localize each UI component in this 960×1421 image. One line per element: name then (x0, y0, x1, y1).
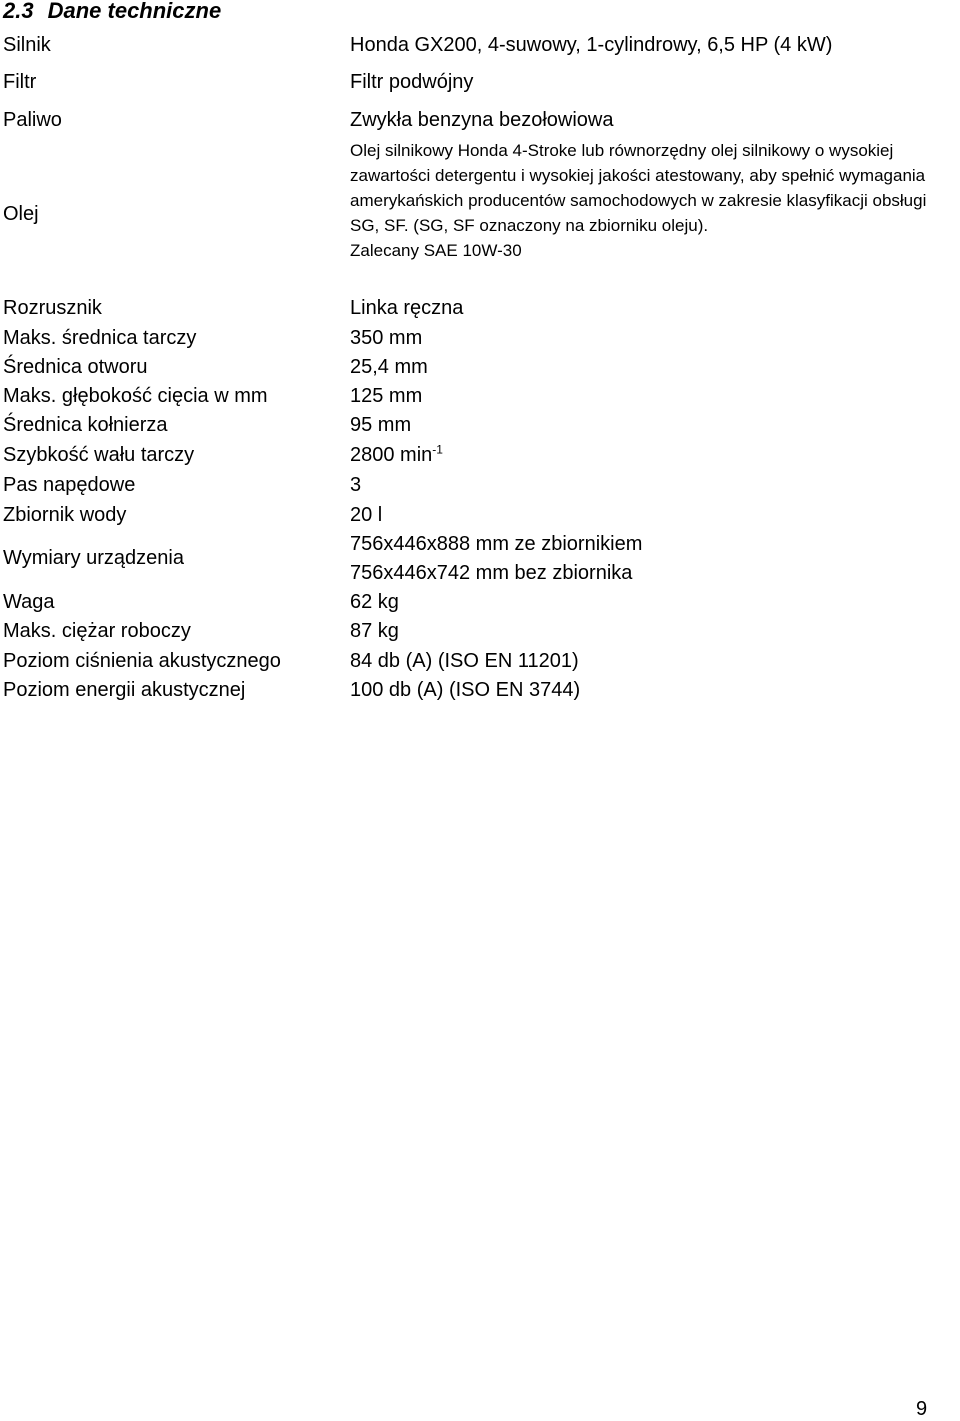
section-title: Dane techniczne (47, 0, 222, 23)
spec-value: 25,4 mm (350, 356, 428, 378)
spec-label: Zbiornik wody (3, 504, 127, 526)
spec-value: 95 mm (350, 414, 412, 436)
spec-label: Maks. średnica tarczy (3, 327, 197, 349)
spec-value: 125 mm (350, 385, 423, 407)
spec-value: 3 (350, 474, 362, 496)
spec-label: Maks. ciężar roboczy (3, 620, 191, 642)
oil-description (350, 138, 958, 263)
spec-label: Filtr (3, 71, 37, 93)
spec-label: Szybkość wału tarczy (3, 444, 195, 466)
oil-recommendation: Zalecany SAE 10W-30 (350, 241, 522, 260)
spec-label: Silnik (3, 34, 51, 56)
spec-label: Średnica kołnierza (3, 414, 168, 436)
spec-value: 20 l (350, 504, 383, 526)
spec-label: Rozrusznik (3, 297, 102, 319)
spec-value: 100 db (A) (ISO EN 3744) (350, 679, 581, 701)
shaft-speed-value: 2800 min (350, 444, 433, 466)
spec-label: Średnica otworu (3, 356, 148, 378)
section-heading (3, 0, 221, 22)
spec-label: Poziom energii akustycznej (3, 679, 246, 701)
spec-value: Linka ręczna (350, 297, 464, 319)
spec-value: 62 kg (350, 591, 399, 613)
dims-without-tank: 756x446x742 mm bez zbiornika (350, 562, 633, 584)
spec-label: Paliwo (3, 109, 62, 131)
spec-label: Waga (3, 591, 55, 613)
section-number: 2.3 (3, 0, 34, 23)
dims-with-tank: 756x446x888 mm ze zbiornikiem (350, 533, 643, 555)
spec-value: Zwykła benzyna bezołowiowa (350, 109, 614, 131)
spec-label: Wymiary urządzenia (3, 547, 184, 569)
spec-label: Poziom ciśnienia akustycznego (3, 650, 281, 672)
spec-label: Olej (3, 203, 39, 225)
page-number: 9 (916, 1398, 928, 1420)
spec-label: Maks. głębokość cięcia w mm (3, 385, 268, 407)
spec-value: 84 db (A) (ISO EN 11201) (350, 650, 579, 672)
shaft-speed-exponent: -1 (432, 442, 443, 457)
spec-label: Pas napędowe (3, 474, 136, 496)
oil-spec-text: Olej silnikowy Honda 4-Stroke lub równorzędny olej silnikowy o wysokiej zawartości detergentu i wysokiej jakości atestowany, aby spełnić wymagania amerykańskich producentów samochodowych w zakresie klasyfikacji obsługi SG, SF. (SG, SF oznaczony na zbiorniku oleju). (350, 141, 927, 235)
spec-value: Filtr podwójny (350, 71, 474, 93)
spec-value (350, 444, 443, 467)
spec-value: Honda GX200, 4-suwowy, 1-cylindrowy, 6,5 HP (4 kW) (350, 34, 833, 56)
spec-value: 87 kg (350, 620, 399, 642)
spec-value: 350 mm (350, 327, 423, 349)
